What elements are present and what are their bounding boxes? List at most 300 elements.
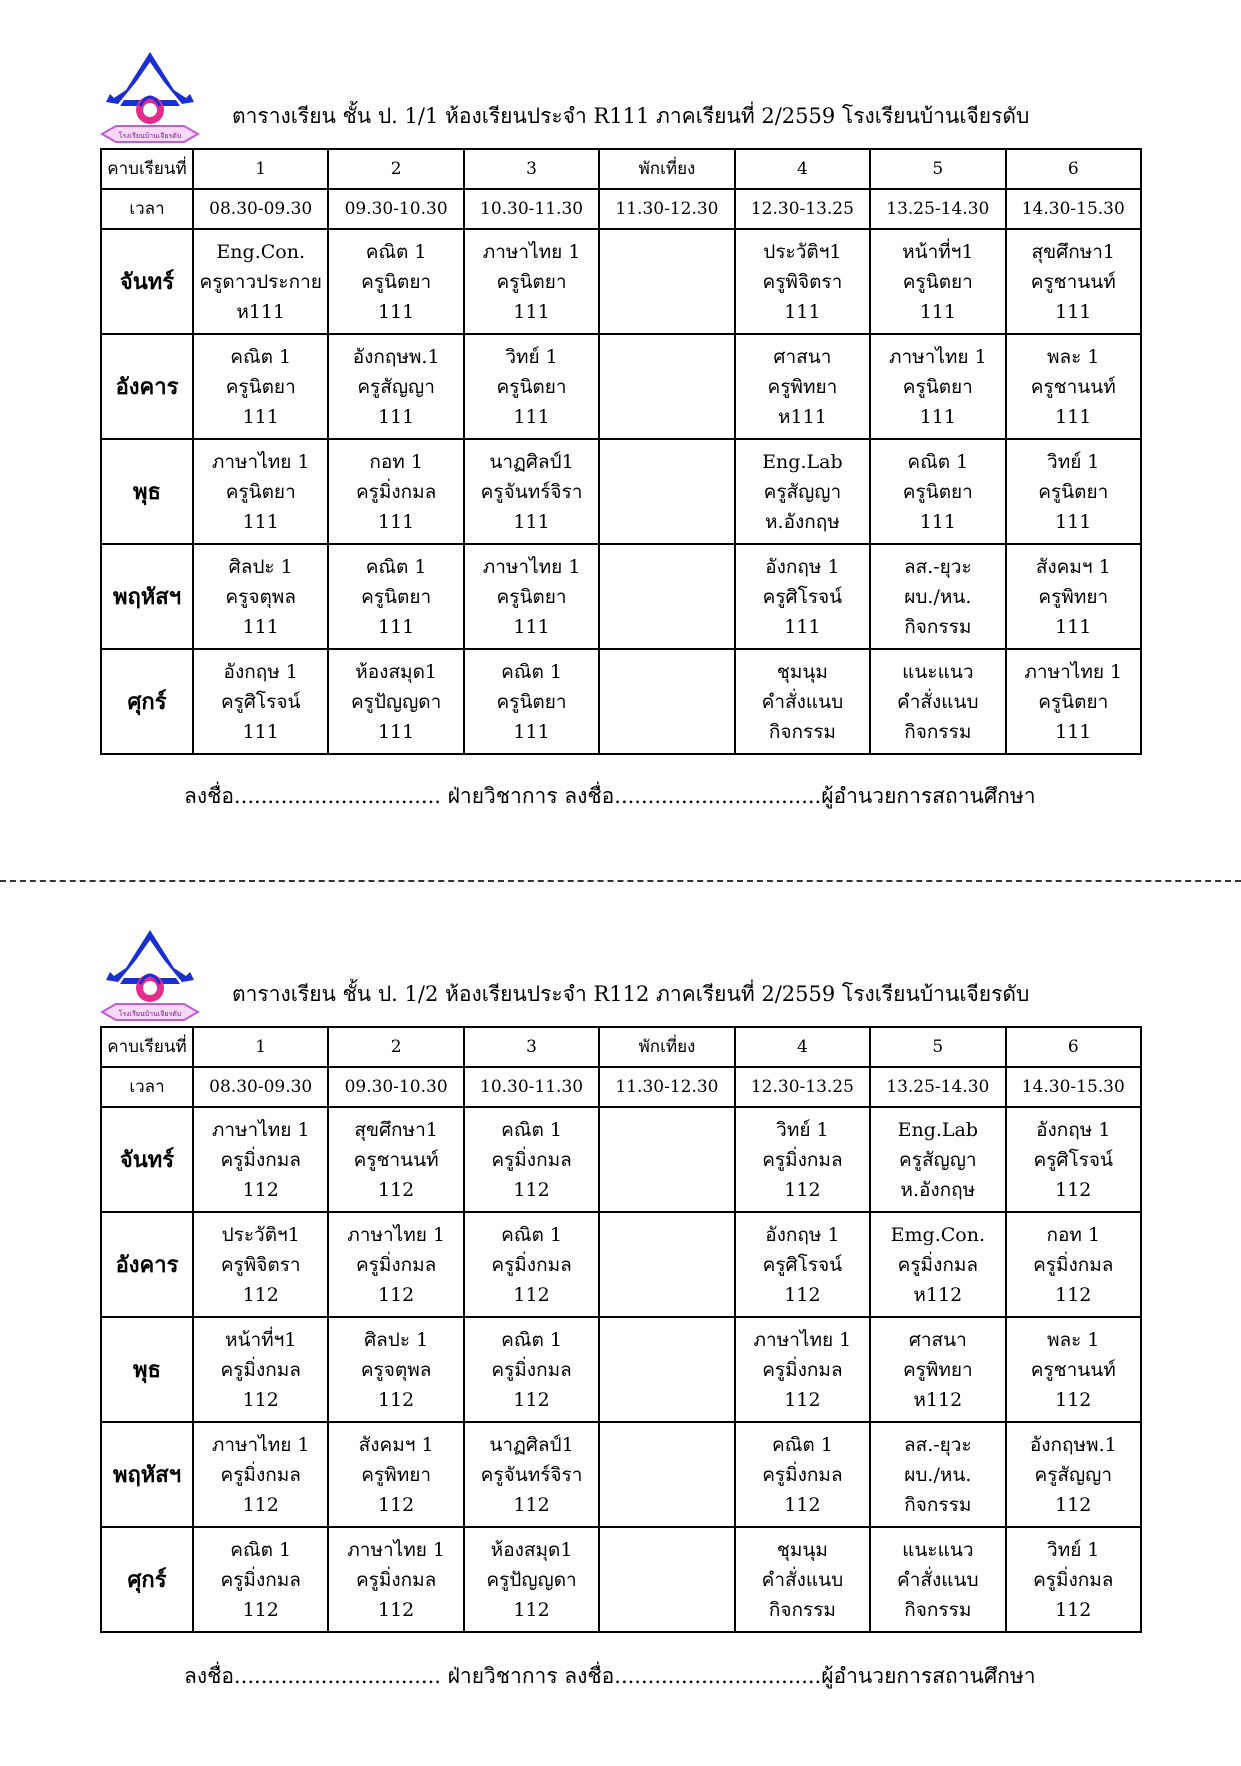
room-text: ห111 (236, 300, 286, 323)
subject-text: ชุมนุม (776, 1538, 828, 1561)
teacher-text: ครูพิจิตรา (762, 270, 843, 293)
room-text: กิจกรรม (904, 720, 972, 743)
period-header-row (101, 149, 1141, 189)
class-cell (464, 1422, 599, 1527)
day-row (101, 1107, 1141, 1212)
room-text: ห.อังกฤษ (765, 510, 840, 533)
subject-text: Eng.Lab (762, 450, 843, 473)
day-row (101, 1212, 1141, 1317)
room-text: 111 (513, 720, 550, 743)
subject-text: คณิต 1 (230, 1538, 292, 1561)
teacher-text: ผบ./หน. (904, 1463, 972, 1486)
room-text: 111 (242, 615, 279, 638)
room-text: ห112 (913, 1388, 963, 1411)
class-cell (464, 334, 599, 439)
class-cell (464, 1317, 599, 1422)
teacher-text: ครูมิ่งกมล (220, 1463, 301, 1486)
teacher-text: ครูมิ่งกมล (220, 1568, 301, 1591)
subject-text: อังกฤษพ.1 (1029, 1433, 1117, 1456)
room-text: 111 (378, 405, 415, 428)
subject-text: สุขศึกษา1 (1031, 240, 1115, 263)
room-text: 112 (513, 1598, 550, 1621)
class-cell (599, 544, 734, 649)
room-text: 112 (513, 1283, 550, 1306)
subject-text: หน้าที่ฯ1 (902, 240, 974, 263)
subject-text: คณิต 1 (771, 1433, 833, 1456)
class-cell (328, 229, 463, 334)
class-cell (735, 544, 870, 649)
room-text: ห112 (913, 1283, 963, 1306)
teacher-text: ครูชานนท์ (1030, 270, 1116, 293)
class-cell (735, 229, 870, 334)
class-cell (1006, 229, 1141, 334)
teacher-text: ครูมิ่งกมล (762, 1358, 843, 1381)
subject-text: สังคมฯ 1 (1035, 555, 1111, 578)
room-text: 111 (513, 615, 550, 638)
teacher-text: ครูมิ่งกมล (355, 1253, 437, 1276)
teacher-text: ครูนิตยา (902, 270, 973, 293)
class-cell (464, 649, 599, 754)
time-slot: 10.30-11.30 (464, 189, 599, 229)
room-text: 112 (378, 1178, 415, 1201)
class-cell (1006, 649, 1141, 754)
teacher-text: ครูมิ่งกมล (762, 1148, 843, 1171)
teacher-text: ครูสัญญา (1034, 1463, 1113, 1486)
room-text: กิจกรรม (768, 1598, 836, 1621)
period-number: พักเที่ยง (599, 149, 734, 189)
time-slot: 09.30-10.30 (328, 1067, 463, 1107)
class-cell (1006, 1527, 1141, 1632)
subject-text: อังกฤษ 1 (223, 660, 298, 683)
teacher-text: ครูพิทยา (767, 375, 838, 398)
teacher-text: ครูมิ่งกมล (1033, 1253, 1114, 1276)
teacher-text: ครูพิทยา (361, 1463, 432, 1486)
teacher-text: ผบ./หน. (904, 585, 972, 608)
room-text: 112 (378, 1283, 415, 1306)
subject-text: คณิต 1 (365, 555, 427, 578)
subject-text: อังกฤษพ.1 (352, 345, 440, 368)
day-row (101, 334, 1141, 439)
teacher-text: ครูจตุพล (225, 585, 296, 608)
room-text: 112 (1055, 1493, 1092, 1516)
class-cell (870, 229, 1005, 334)
subject-text: ภาษาไทย 1 (211, 450, 310, 473)
teacher-text: คำสั่งแนบ (897, 690, 979, 713)
room-text: กิจกรรม (904, 1493, 972, 1516)
class-cell (328, 1317, 463, 1422)
class-cell (464, 229, 599, 334)
room-text: ห.อังกฤษ (900, 1178, 976, 1201)
subject-text: หน้าที่ฯ1 (224, 1328, 297, 1351)
class-cell (193, 334, 328, 439)
class-cell (599, 229, 734, 334)
subject-text: Eng.Lab (897, 1118, 979, 1141)
teacher-text: ครูศิโรจน์ (220, 690, 301, 713)
teacher-text: ครูพิจิตรา (220, 1253, 301, 1276)
room-text: 111 (242, 405, 279, 428)
day-name: จันทร์ (101, 1107, 193, 1212)
time-slot: 09.30-10.30 (328, 189, 463, 229)
teacher-text: ครูสัญญา (899, 1148, 977, 1171)
subject-text: ภาษาไทย 1 (482, 240, 581, 263)
room-text: 111 (378, 300, 415, 323)
room-text: 111 (1055, 615, 1092, 638)
room-text: 112 (242, 1493, 279, 1516)
room-text: 112 (378, 1493, 415, 1516)
teacher-text: คำสั่งแนบ (761, 690, 844, 713)
class-cell (735, 649, 870, 754)
room-text: 111 (378, 720, 415, 743)
subject-text: วิทย์ 1 (1047, 1538, 1100, 1561)
period-number: 3 (464, 149, 599, 189)
day-row (101, 1527, 1141, 1632)
room-text: 112 (1055, 1178, 1092, 1201)
class-cell (735, 439, 870, 544)
time-label: เวลา (101, 1067, 193, 1107)
time-slot: 12.30-13.25 (735, 189, 870, 229)
room-text: 112 (513, 1388, 550, 1411)
room-text: กิจกรรม (904, 1598, 972, 1621)
subject-text: แนะแนว (902, 660, 974, 683)
subject-text: ภาษาไทย 1 (482, 555, 581, 578)
teacher-text: ครูนิตยา (1038, 690, 1109, 713)
time-slot: 13.25-14.30 (870, 189, 1005, 229)
class-cell (870, 334, 1005, 439)
day-name: พุธ (101, 1317, 193, 1422)
teacher-text: ครูนิตยา (361, 585, 432, 608)
period-number: 3 (464, 1027, 599, 1067)
room-text: 112 (784, 1178, 821, 1201)
class-cell (193, 229, 328, 334)
teacher-text: ครูนิตยา (225, 375, 296, 398)
class-cell (328, 1422, 463, 1527)
class-cell (599, 439, 734, 544)
class-cell (464, 439, 599, 544)
teacher-text: ครูศิโรจน์ (762, 1253, 843, 1276)
class-cell (599, 1212, 734, 1317)
class-cell (1006, 1107, 1141, 1212)
subject-text: ศิลปะ 1 (228, 555, 293, 578)
room-text: 112 (513, 1493, 550, 1516)
class-cell (870, 1422, 1005, 1527)
class-cell (328, 439, 463, 544)
room-text: 112 (1055, 1283, 1092, 1306)
teacher-text: ครูศิโรจน์ (762, 585, 843, 608)
teacher-text: ครูนิตยา (225, 480, 296, 503)
period-number: 6 (1006, 1027, 1141, 1067)
period-number: 2 (328, 1027, 463, 1067)
day-name: อังคาร (101, 334, 193, 439)
teacher-text: ครูนิตยา (361, 270, 432, 293)
subject-text: ศาสนา (908, 1328, 967, 1351)
class-cell (328, 334, 463, 439)
subject-text: อังกฤษ 1 (765, 1223, 840, 1246)
class-cell (735, 334, 870, 439)
time-slot: 08.30-09.30 (193, 1067, 328, 1107)
subject-text: ศาสนา (773, 345, 832, 368)
teacher-text: ครูมิ่งกมล (897, 1253, 979, 1276)
teacher-text: ครูมิ่งกมล (220, 1358, 301, 1381)
day-row (101, 439, 1141, 544)
period-number: 4 (735, 1027, 870, 1067)
room-text: 112 (242, 1388, 279, 1411)
day-row (101, 229, 1141, 334)
class-cell (193, 649, 328, 754)
class-cell (193, 1422, 328, 1527)
teacher-text: ครูสัญญา (357, 375, 435, 398)
period-number: 2 (328, 149, 463, 189)
class-cell (193, 544, 328, 649)
class-cell (870, 1317, 1005, 1422)
room-text: 111 (513, 510, 550, 533)
subject-text: นาฏศิลป์1 (489, 1433, 574, 1456)
subject-text: นาฏศิลป์1 (489, 450, 574, 473)
time-slot: 14.30-15.30 (1006, 189, 1141, 229)
teacher-text: ครูนิตยา (902, 480, 973, 503)
period-number: พักเที่ยง (599, 1027, 734, 1067)
room-text: 111 (1055, 720, 1092, 743)
subject-text: ประวัติฯ1 (763, 240, 842, 263)
time-slot: 11.30-12.30 (599, 1067, 734, 1107)
time-slot: 12.30-13.25 (735, 1067, 870, 1107)
subject-text: Emg.Con. (890, 1223, 985, 1246)
class-cell (735, 1527, 870, 1632)
teacher-text: ครูมิ่งกมล (1033, 1568, 1114, 1591)
teacher-text: ครูสัญญา (763, 480, 842, 503)
class-cell (464, 1212, 599, 1317)
class-cell (1006, 439, 1141, 544)
timetable-title: ตารางเรียน ชั้น ป. 1/1 ห้องเรียนประจำ R111 ภาคเรียนที่ 2/2559 โรงเรียนบ้านเจียรดับ (232, 104, 1030, 128)
room-text: 112 (784, 1388, 821, 1411)
day-row (101, 1317, 1141, 1422)
subject-text: คณิต 1 (230, 345, 292, 368)
time-slot: 08.30-09.30 (193, 189, 328, 229)
subject-text: ภาษาไทย 1 (888, 345, 987, 368)
class-cell (599, 1107, 734, 1212)
subject-text: คณิต 1 (365, 240, 427, 263)
day-row (101, 649, 1141, 754)
room-text: 111 (1055, 300, 1092, 323)
room-text: 111 (513, 405, 550, 428)
room-text: 112 (1055, 1598, 1092, 1621)
teacher-text: ครูมิ่งกมล (355, 1568, 437, 1591)
class-cell (599, 1527, 734, 1632)
class-cell (328, 544, 463, 649)
subject-text: สังคมฯ 1 (358, 1433, 434, 1456)
teacher-text: ครูจันทร์จิรา (480, 1463, 583, 1486)
period-corner-label: คาบเรียนที่ (101, 149, 193, 189)
day-name: ศุกร์ (101, 1527, 193, 1632)
subject-text: ชุมนุม (776, 660, 828, 683)
class-cell (464, 1107, 599, 1212)
day-row (101, 1422, 1141, 1527)
subject-text: ภาษาไทย 1 (347, 1223, 445, 1246)
teacher-text: ครูมิ่งกมล (491, 1253, 572, 1276)
teacher-text: ครูชานนท์ (1030, 375, 1116, 398)
teacher-text: ครูนิตยา (496, 270, 567, 293)
teacher-text: ครูปัญญดา (486, 1568, 577, 1591)
teacher-text: คำสั่งแนบ (897, 1568, 979, 1591)
class-cell (328, 1107, 463, 1212)
room-text: 112 (378, 1598, 415, 1621)
subject-text: คณิต 1 (907, 450, 969, 473)
class-cell (599, 1317, 734, 1422)
teacher-text: ครูพิทยา (1038, 585, 1109, 608)
period-number: 6 (1006, 149, 1141, 189)
class-cell (735, 1212, 870, 1317)
teacher-text: ครูนิตยา (1038, 480, 1109, 503)
time-slot: 10.30-11.30 (464, 1067, 599, 1107)
room-text: ห111 (778, 405, 827, 428)
teacher-text: ครูมิ่งกมล (491, 1358, 572, 1381)
room-text: กิจกรรม (904, 615, 972, 638)
room-text: 112 (242, 1598, 279, 1621)
class-cell (735, 1107, 870, 1212)
room-text: 111 (919, 300, 956, 323)
teacher-text: ครูมิ่งกมล (762, 1463, 843, 1486)
period-number: 4 (735, 149, 870, 189)
room-text: 112 (242, 1283, 279, 1306)
teacher-text: ครูดาวประกาย (199, 270, 322, 293)
room-text: 111 (1055, 510, 1092, 533)
teacher-text: ครูมิ่งกมล (355, 480, 437, 503)
teacher-text: ครูชานนท์ (353, 1148, 439, 1171)
day-row (101, 544, 1141, 649)
subject-text: คณิต 1 (501, 1328, 562, 1351)
teacher-text: ครูจตุพล (360, 1358, 432, 1381)
signature-line: ลงชื่อ............................... ฝ่ายวิชาการ ลงชื่อ...............................ผู้อำนวยการสถานศึกษา (184, 784, 1036, 808)
class-cell (870, 1527, 1005, 1632)
timetable (100, 1026, 1142, 1633)
class-cell (193, 1527, 328, 1632)
class-cell (599, 649, 734, 754)
subject-text: ภาษาไทย 1 (753, 1328, 852, 1351)
time-row (101, 1067, 1141, 1107)
room-text: 112 (784, 1493, 821, 1516)
room-text: 111 (242, 720, 279, 743)
time-slot: 11.30-12.30 (599, 189, 734, 229)
class-cell (735, 1422, 870, 1527)
school-logo-icon (96, 48, 204, 148)
teacher-text: ครูมิ่งกมล (491, 1148, 572, 1171)
svg-text:โรงเรียนบ้านเจียรดับ: โรงเรียนบ้านเจียรดับ (118, 132, 182, 140)
period-number: 1 (193, 149, 328, 189)
room-text: 111 (1055, 405, 1092, 428)
teacher-text: ครูมิ่งกมล (220, 1148, 301, 1171)
subject-text: แนะแนว (902, 1538, 974, 1561)
room-text: 111 (378, 615, 415, 638)
cut-line (0, 880, 1241, 882)
room-text: 111 (784, 615, 821, 638)
timetable-title: ตารางเรียน ชั้น ป. 1/2 ห้องเรียนประจำ R112 ภาคเรียนที่ 2/2559 โรงเรียนบ้านเจียรดับ (232, 982, 1030, 1006)
room-text: 112 (1055, 1388, 1092, 1411)
class-cell (328, 1527, 463, 1632)
timetable (100, 148, 1142, 755)
period-number: 5 (870, 1027, 1005, 1067)
subject-text: พละ 1 (1047, 345, 1100, 368)
teacher-text: ครูพิทยา (902, 1358, 973, 1381)
class-cell (328, 1212, 463, 1317)
subject-text: ห้องสมุด1 (490, 1538, 573, 1561)
subject-text: ห้องสมุด1 (355, 660, 438, 683)
period-number: 1 (193, 1027, 328, 1067)
subject-text: Eng.Con. (216, 240, 305, 263)
subject-text: คณิต 1 (501, 660, 562, 683)
room-text: 111 (242, 510, 279, 533)
day-name: อังคาร (101, 1212, 193, 1317)
class-cell (464, 1527, 599, 1632)
day-name: พฤหัสฯ (101, 544, 193, 649)
class-cell (1006, 334, 1141, 439)
class-cell (328, 649, 463, 754)
period-corner-label: คาบเรียนที่ (101, 1027, 193, 1067)
subject-text: ลส.-ยุวะ (903, 555, 972, 578)
day-name: พฤหัสฯ (101, 1422, 193, 1527)
day-name: จันทร์ (101, 229, 193, 334)
time-slot: 14.30-15.30 (1006, 1067, 1141, 1107)
teacher-text: ครูศิโรจน์ (1033, 1148, 1114, 1171)
subject-text: ภาษาไทย 1 (211, 1118, 310, 1141)
class-cell (870, 649, 1005, 754)
subject-text: วิทย์ 1 (776, 1118, 829, 1141)
time-row (101, 189, 1141, 229)
room-text: 111 (919, 405, 956, 428)
day-name: ศุกร์ (101, 649, 193, 754)
class-cell (193, 1107, 328, 1212)
subject-text: พละ 1 (1047, 1328, 1100, 1351)
class-cell (735, 1317, 870, 1422)
time-slot: 13.25-14.30 (870, 1067, 1005, 1107)
class-cell (1006, 544, 1141, 649)
subject-text: วิทย์ 1 (505, 345, 558, 368)
class-cell (599, 334, 734, 439)
subject-text: กอท 1 (369, 450, 423, 473)
class-cell (870, 1107, 1005, 1212)
subject-text: คณิต 1 (501, 1118, 562, 1141)
room-text: 111 (378, 510, 415, 533)
class-cell (1006, 1422, 1141, 1527)
subject-text: กอท 1 (1046, 1223, 1101, 1246)
teacher-text: ครูนิตยา (902, 375, 973, 398)
subject-text: วิทย์ 1 (1047, 450, 1100, 473)
teacher-text: ครูนิตยา (496, 690, 567, 713)
class-cell (464, 544, 599, 649)
signature-line: ลงชื่อ............................... ฝ่ายวิชาการ ลงชื่อ...............................ผู้อำนวยการสถานศึกษา (184, 1664, 1036, 1688)
teacher-text: ครูปัญญดา (350, 690, 442, 713)
subject-text: ภาษาไทย 1 (347, 1538, 445, 1561)
subject-text: ภาษาไทย 1 (211, 1433, 310, 1456)
subject-text: ภาษาไทย 1 (1024, 660, 1123, 683)
class-cell (870, 544, 1005, 649)
day-name: พุธ (101, 439, 193, 544)
period-header-row (101, 1027, 1141, 1067)
school-logo-icon (96, 926, 204, 1026)
subject-text: อังกฤษ 1 (765, 555, 840, 578)
class-cell (1006, 1212, 1141, 1317)
subject-text: ลส.-ยุวะ (903, 1433, 972, 1456)
subject-text: คณิต 1 (501, 1223, 562, 1246)
room-text: 112 (242, 1178, 279, 1201)
room-text: 112 (378, 1388, 415, 1411)
class-cell (193, 439, 328, 544)
svg-text:โรงเรียนบ้านเจียรดับ: โรงเรียนบ้านเจียรดับ (118, 1010, 182, 1018)
teacher-text: ครูนิตยา (496, 375, 567, 398)
time-label: เวลา (101, 189, 193, 229)
room-text: 112 (784, 1283, 821, 1306)
subject-text: ศิลปะ 1 (364, 1328, 429, 1351)
teacher-text: ครูชานนท์ (1030, 1358, 1116, 1381)
class-cell (599, 1422, 734, 1527)
